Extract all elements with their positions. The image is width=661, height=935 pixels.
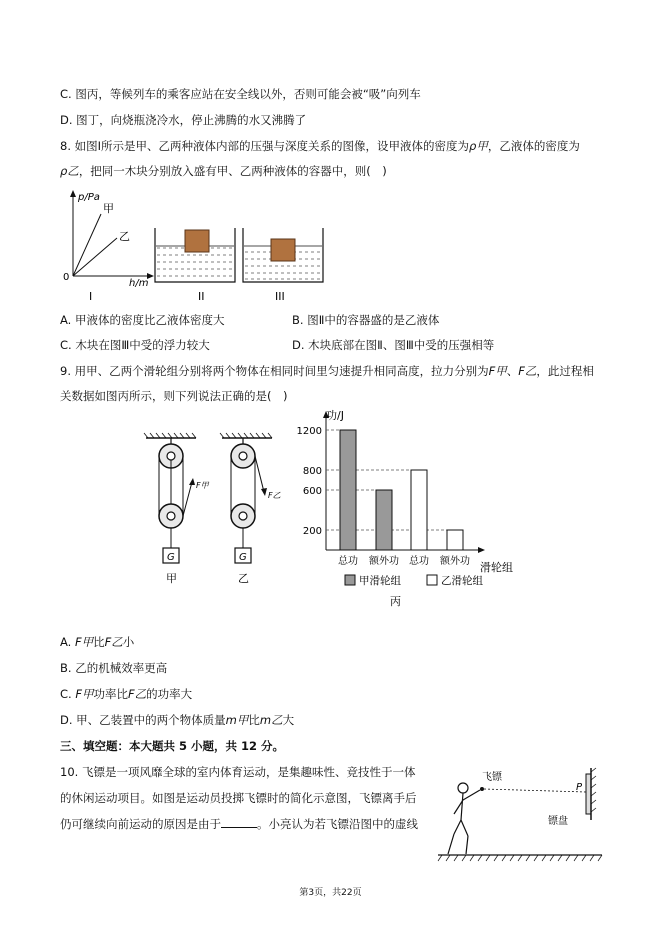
q8-option-d: D. 木块底部在图Ⅱ、图Ⅲ中受的压强相等 <box>292 338 495 352</box>
fig-label-i: I <box>89 290 93 303</box>
q8-stem-line2 <box>60 163 387 179</box>
q9-option-c-force-a: F甲 <box>75 687 94 701</box>
bar <box>376 490 392 550</box>
x-axis-arrow <box>478 547 485 553</box>
chart-category-labels <box>338 554 470 567</box>
pulley-a-caption: 甲 <box>166 572 177 585</box>
graph-xlabel: h/m <box>129 278 149 289</box>
q9-separator: 、 <box>506 364 519 378</box>
chart-tick-labels <box>297 426 322 537</box>
q9-option-a <box>60 634 134 650</box>
chart-legend <box>345 574 483 587</box>
chart-ylabel: 功/J <box>326 409 344 422</box>
q9-stem-line1 <box>60 363 594 379</box>
q10-line2: 的休闲运动项目。如图是运动员投掷飞镖时的简化示意图，飞镖离手后 <box>60 791 417 805</box>
force-a-symbol: F甲 <box>488 364 507 378</box>
pulley-system-b <box>220 433 281 585</box>
wood-block-iii <box>271 239 295 261</box>
dart-label: 飞镖 <box>482 772 502 783</box>
category-label: 总功 <box>338 556 358 567</box>
bar <box>340 430 356 550</box>
board-label: 镖盘 <box>548 816 568 827</box>
q9-option-d-mass-a: m甲 <box>225 713 249 727</box>
legend-label: 甲滑轮组 <box>359 575 401 587</box>
thrower-figure <box>448 783 480 854</box>
q8-stem-line1 <box>60 138 580 154</box>
container-ii <box>155 228 235 282</box>
load-a: G <box>167 552 175 563</box>
q8-stem-text2: ，把同一木块分别放入盛有甲、乙两种液体的容器中，则( ) <box>78 164 387 178</box>
rho-b-symbol: ρ乙 <box>60 164 79 178</box>
q9-stem-line2: 关数据如图丙所示，则下列说法正确的是( ) <box>60 389 288 403</box>
force-a-label: F甲 <box>196 481 209 490</box>
graph-ylabel: p/Pa <box>78 192 100 203</box>
pressure-depth-graph <box>63 190 154 289</box>
q8-option-a: A. 甲液体的密度比乙液体密度大 <box>60 313 225 327</box>
load-b: G <box>239 552 247 563</box>
answer-blank[interactable] <box>221 816 257 828</box>
q10-line1: 10. 飞镖是一项风靡全球的室内体育运动，是集趣味性、竞技性于一体 <box>60 765 416 779</box>
q9-option-b: B. 乙的机械效率更高 <box>60 661 168 675</box>
container-iii <box>243 228 323 282</box>
q9-option-a-force-b: F乙 <box>104 635 123 649</box>
bar <box>447 530 463 550</box>
q9-option-c-prefix: C. <box>60 687 76 701</box>
q9-option-a-mid: 比 <box>93 635 105 649</box>
q9-option-c-force-b: F乙 <box>127 687 147 701</box>
q9-option-a-force-a: F甲 <box>74 635 94 649</box>
q8-stem-text-end: ，乙液体的密度为 <box>487 139 580 153</box>
q8-option-c: C. 木块在图Ⅲ中受的浮力较大 <box>60 338 210 352</box>
y-tick-label: 600 <box>302 486 322 497</box>
legend-swatch <box>427 575 437 585</box>
fig-label-ii: II <box>198 290 205 303</box>
bar <box>411 470 427 550</box>
pulley-b-caption: 乙 <box>238 572 249 585</box>
wood-block-ii <box>185 230 209 252</box>
q9-option-c-end: 的功率大 <box>146 687 193 701</box>
graph-origin: 0 <box>63 272 70 283</box>
pulley-system-a <box>144 433 210 585</box>
q7-option-d: D. 图丁，向烧瓶浇冷水，停止沸腾的水又沸腾了 <box>60 113 307 127</box>
force-b-symbol: F乙 <box>518 364 537 378</box>
q9-option-a-prefix: A. <box>60 635 75 649</box>
q9-option-c <box>60 686 192 702</box>
q8-figures <box>55 186 335 306</box>
dart <box>480 787 484 791</box>
fig-label-iii: III <box>275 290 285 303</box>
q9-option-d-end: 大 <box>282 713 295 727</box>
y-tick-label: 200 <box>302 526 322 537</box>
force-b-label: F乙 <box>268 491 281 500</box>
q9-option-a-end: 小 <box>122 635 135 649</box>
category-label: 额外功 <box>440 556 470 567</box>
section-title: 三、填空题：本大题共 5 小题，共 12 分。 <box>60 739 285 753</box>
work-bar-chart <box>290 405 530 610</box>
q9-stem-text-end: ，此过程相 <box>536 364 594 378</box>
q9-option-d-mass-b: m乙 <box>259 713 283 727</box>
line-b-label: 乙 <box>119 230 130 243</box>
chart-caption: 丙 <box>390 595 401 608</box>
page-footer: 第3页，共22页 <box>299 888 362 898</box>
legend-label: 乙滑轮组 <box>441 575 483 587</box>
legend-swatch <box>345 575 355 585</box>
q10-line3 <box>60 816 418 832</box>
q10-line3-text: 仍可继续向前运动的原因是由于 <box>60 817 221 831</box>
rho-a-symbol: ρ甲 <box>469 139 488 153</box>
pulley-figures <box>140 430 300 590</box>
dart-figure <box>436 762 606 866</box>
q8-option-b: B. 图Ⅱ中的容器盛的是乙液体 <box>292 313 440 327</box>
category-label: 总功 <box>409 556 429 567</box>
q8-stem-text: 8. 如图Ⅰ所示是甲、乙两种液体内部的压强与深度关系的图像，设甲液体的密度为 <box>60 139 470 153</box>
q9-option-d-prefix: D. 甲、乙装置中的两个物体质量 <box>60 713 226 727</box>
point-p-label: P <box>576 782 583 793</box>
q10-line3-end: 。小亮认为若飞镖沿图中的虚线 <box>257 817 418 831</box>
q9-stem-text: 9. 用甲、乙两个滑轮组分别将两个物体在相同时间里匀速提升相同高度，拉力分别为 <box>60 364 489 378</box>
category-label: 额外功 <box>369 556 399 567</box>
y-tick-label: 800 <box>302 466 322 477</box>
q7-option-c: C. 图丙，等候列车的乘客应站在安全线以外，否则可能会被“吸”向列车 <box>60 87 421 101</box>
q9-option-d-mid: 比 <box>248 713 260 727</box>
q9-option-c-mid: 功率比 <box>93 687 128 701</box>
y-tick-label: 1200 <box>296 426 322 437</box>
line-a-label: 甲 <box>103 202 114 215</box>
q9-option-d <box>60 712 294 728</box>
chart-xlabel: 滑轮组 <box>480 561 513 574</box>
